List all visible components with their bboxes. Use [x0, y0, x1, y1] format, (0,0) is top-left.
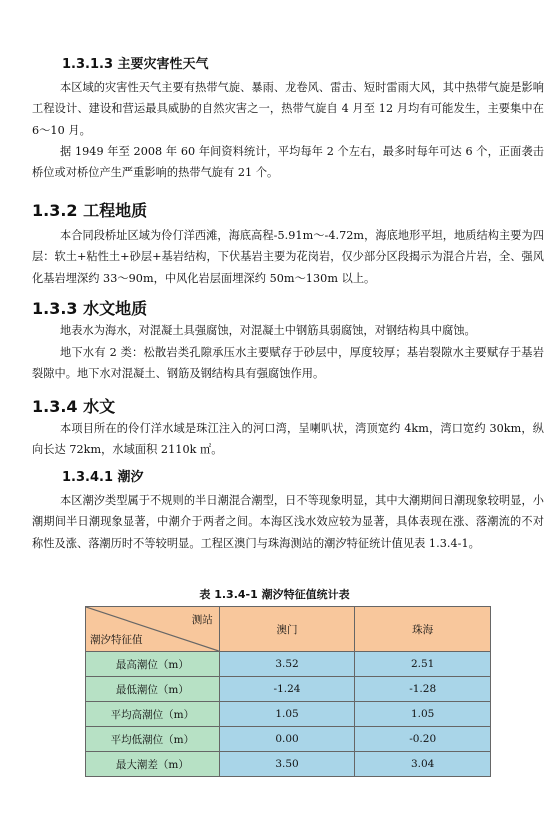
table-cell: 3.52: [219, 652, 355, 677]
row-label: 平均低潮位（m）: [86, 727, 220, 752]
table-cell: -1.28: [355, 677, 491, 702]
table-row: [86, 702, 491, 727]
table-corner-header: [86, 607, 220, 652]
row-label: 最低潮位（m）: [86, 677, 220, 702]
column-header-zhuhai: 珠海: [355, 607, 491, 652]
corner-station-label: 测站: [191, 614, 213, 626]
table-cell: -0.20: [355, 727, 491, 752]
paragraph-typhoon-stats: 据 1949 年至 2008 年 60 年间资料统计，平均每年 2 个左右，最多时每年可达 6 个，正面袭击桥位或对桥位产生严重影响的热带气旋有 21 个。: [32, 145, 544, 180]
table-row: [86, 677, 491, 702]
paragraph-disaster-weather: 本区域的灾害性天气主要有热带气旋、暴雨、龙卷风、雷击、短时雷雨大风，其中热带气旋是影响工程设计、建设和营运最具威胁的自然灾害之一，热带气旋自 4 月至 12 月均有可能发生，主要集中在 6～10 月。: [32, 81, 544, 137]
table-cell: -1.24: [219, 677, 355, 702]
table-row: [86, 727, 491, 752]
section-heading-1-3-4: 1.3.4 水文: [32, 397, 116, 416]
paragraph-hydrology: 本项目所在的伶仃洋水域是珠江注入的河口湾，呈喇叭状，湾顶宽约 4km，湾口宽约 30km，纵向长达 72km，水域面积 2110k ㎡。: [32, 422, 544, 457]
section-heading-1-3-4-1: 1.3.4.1 潮汐: [62, 470, 144, 485]
paragraph-groundwater: 地下水有 2 类：松散岩类孔隙承压水主要赋存于砂层中，厚度较厚；基岩裂隙水主要赋存于基岩裂隙中。地下水对混凝土、钢筋及钢结构具有强腐蚀作用。: [32, 346, 544, 381]
section-heading-1-3-2: 1.3.2 工程地质: [32, 201, 148, 220]
paragraph-surface-water: 地表水为海水，对混凝土具强腐蚀，对混凝土中钢筋具弱腐蚀，对钢结构具中腐蚀。: [60, 324, 476, 337]
table-cell: 0.00: [219, 727, 355, 752]
table-row: [86, 652, 491, 677]
table-caption: 表 1.3.4-1 潮汐特征值统计表: [199, 588, 350, 601]
table-cell: 1.05: [355, 702, 491, 727]
corner-feature-label: 潮汐特征值: [90, 634, 143, 646]
tide-statistics-table: [85, 606, 491, 777]
table-row: [86, 752, 491, 777]
table-cell: 3.04: [355, 752, 491, 777]
row-label: 最高潮位（m）: [86, 652, 220, 677]
column-header-macau: 澳门: [219, 607, 355, 652]
section-heading-1-3-3: 1.3.3 水文地质: [32, 299, 148, 318]
row-label: 最大潮差（m）: [86, 752, 220, 777]
paragraph-tide: 本区潮汐类型属于不规则的半日潮混合潮型，日不等现象明显，其中大潮期间日潮现象较明显，小潮期间半日潮现象显著，中潮介于两者之间。本海区浅水效应较为显著，具体表现在涨、落潮流的不对称性及涨、落潮历时不等较明显。工程区澳门与珠海测站的潮汐特征统计值见表 1.3.4-1。: [32, 494, 544, 550]
table-cell: 2.51: [355, 652, 491, 677]
table-cell: 1.05: [219, 702, 355, 727]
row-label: 平均高潮位（m）: [86, 702, 220, 727]
table-cell: 3.50: [219, 752, 355, 777]
table-header-row: [86, 607, 491, 652]
section-heading-1-3-1-3: 1.3.1.3 主要灾害性天气: [62, 57, 209, 72]
paragraph-engineering-geology: 本合同段桥址区域为伶仃洋西滩，海底高程-5.91m～-4.72m，海底地形平坦，地质结构主要为四层：软土+粘性土+砂层+基岩结构，下伏基岩主要为花岗岩，仅少部分区段揭示为混合片岩，全、强风化基岩埋深约 33～90m，中风化岩层面埋深约 50m～130m 以上。: [32, 229, 544, 285]
